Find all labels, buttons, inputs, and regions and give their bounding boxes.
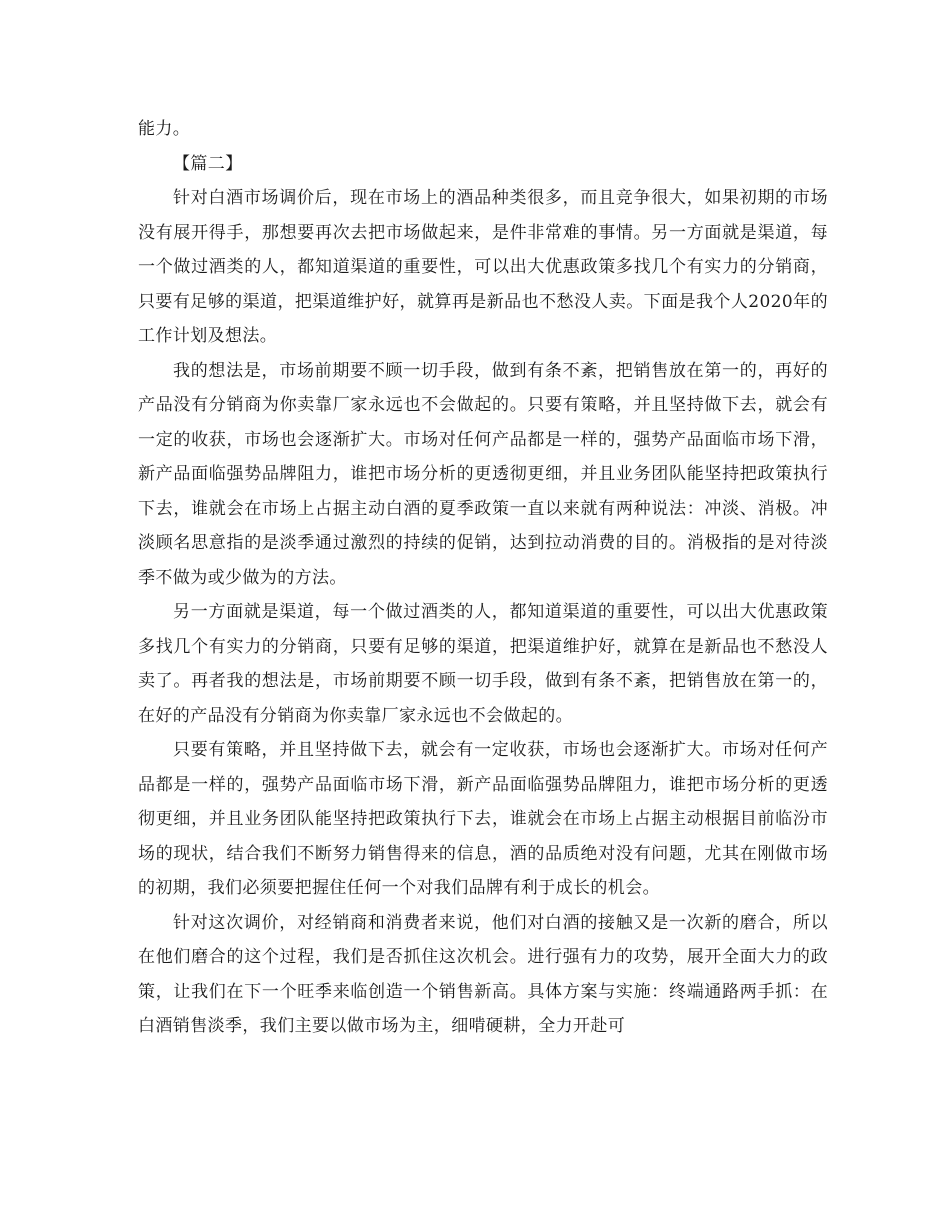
paragraph-price-adjustment: 针对这次调价，对经销商和消费者来说，他们对白酒的接触又是一次新的磨合，所以在他们磨合的这个过程，我们是否抓住这次机会。进行强有力的攻势，展开全面大力的政策，让我们在下一个旺季来临创造一个销售新高。具体方案与实施：终端通路两手抓：在白酒销售淡季，我们主要以做市场为主，细啃硬耕，全力开赴可 <box>138 912 828 1036</box>
paragraph-continuation: 能力。 <box>138 119 191 139</box>
document-page <box>138 112 828 1044</box>
section-heading: 【篇二】 <box>173 153 243 174</box>
paragraph-channels: 另一方面就是渠道，每一个做过酒类的人，都知道渠道的重要性，可以出大优惠政策多找几个有实力的分销商，只要有足够的渠道，把渠道维护好，就算在是新品也不愁没人卖了。再者我的想法是，市场前期要不顾一切手段，做到有条不紊，把销售放在第一的，在好的产品没有分销商为你卖靠厂家永远也不会做起的。 <box>138 602 828 726</box>
paragraph-intro: 针对白酒市场调价后，现在市场上的酒品种类很多，而且竞争很大，如果初期的市场没有展开得手，那想要再次去把市场做起来，是件非常难的事情。另一方面就是渠道，每一个做过酒类的人，都知道渠道的重要性，可以出大优惠政策多找几个有实力的分销商，只要有足够的渠道，把渠道维护好，就算再是新品也不愁没人卖。下面是我个人2020年的工作计划及想法。 <box>138 188 828 346</box>
paragraph-persistence: 只要有策略，并且坚持做下去，就会有一定收获，市场也会逐渐扩大。市场对任何产品都是一样的，强势产品面临市场下滑，新产品面临强势品牌阻力，谁把市场分析的更透彻更细，并且业务团队能坚持把政策执行下去，谁就会在市场上占据主动根据目前临汾市场的现状，结合我们不断努力销售得来的信息，酒的品质绝对没有问题，尤其在刚做市场的初期，我们必须要把握住任何一个对我们品牌有利于成长的机会。 <box>138 740 828 898</box>
paragraph-strategy: 我的想法是，市场前期要不顾一切手段，做到有条不紊，把销售放在第一的，再好的产品没有分销商为你卖靠厂家永远也不会做起的。只要有策略，并且坚持做下去，就会有一定的收获，市场也会逐渐扩大。市场对任何产品都是一样的，强势产品面临市场下滑，新产品面临强势品牌阻力，谁把市场分析的更透彻更细，并且业务团队能坚持把政策执行下去，谁就会在市场上占据主动白酒的夏季政策一直以来就有两种说法：冲淡、消极。冲淡顾名思意指的是淡季通过激烈的持续的促销，达到拉动消费的目的。消极指的是对待淡季不做为或少做为的方法。 <box>138 360 828 588</box>
